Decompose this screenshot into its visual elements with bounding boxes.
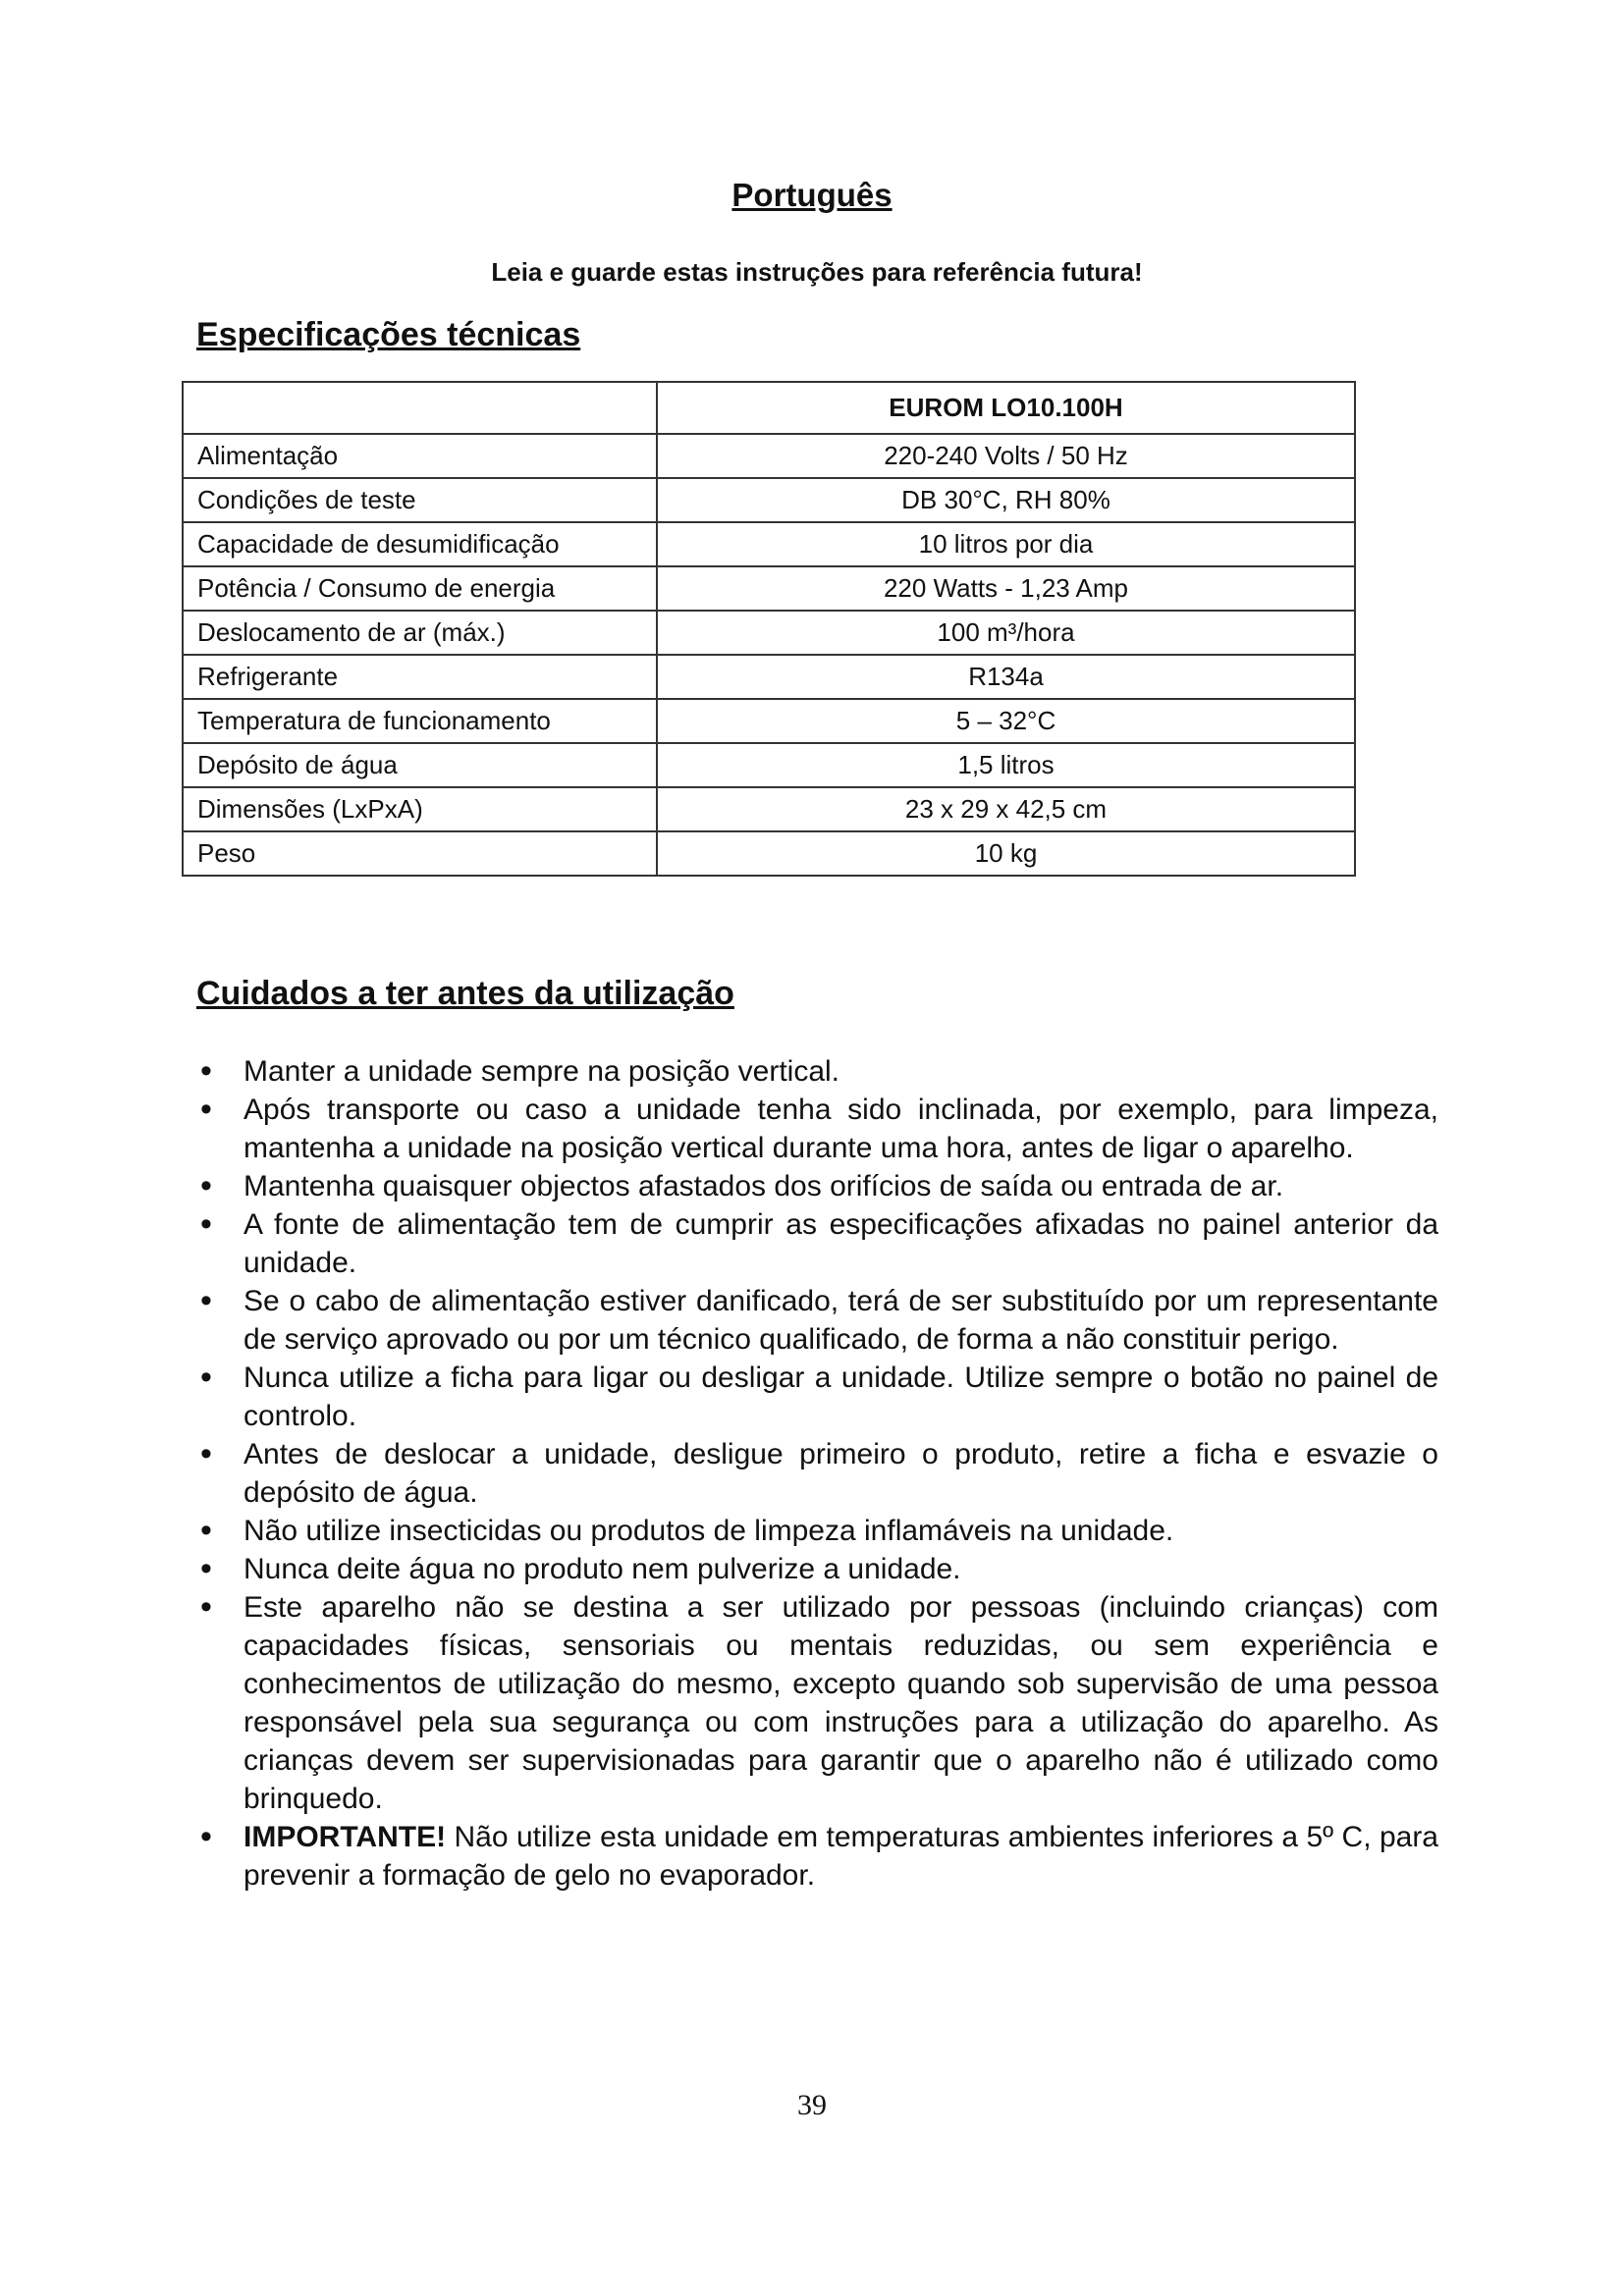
spec-label: Refrigerante [183, 655, 657, 699]
spec-value: R134a [657, 655, 1355, 699]
list-item: • Se o cabo de alimentação estiver danificado, terá de ser substituído por um representante de serviço aprovado ou por um técnico qualificado, de forma a não constituir perigo. [196, 1282, 1438, 1359]
specs-header-row [183, 382, 1355, 434]
spec-label: Alimentação [183, 434, 657, 478]
spec-label: Peso [183, 831, 657, 876]
important-label: IMPORTANTE! [244, 1821, 447, 1853]
table-row [183, 699, 1355, 743]
spec-label: Condições de teste [183, 478, 657, 522]
spec-label: Deslocamento de ar (máx.) [183, 611, 657, 655]
table-row [183, 478, 1355, 522]
table-row [183, 743, 1355, 787]
list-item: • Nunca utilize a ficha para ligar ou desligar a unidade. Utilize sempre o botão no painel de controlo. [196, 1359, 1438, 1435]
specs-table [182, 381, 1356, 877]
table-row [183, 831, 1355, 876]
spec-label: Potência / Consumo de energia [183, 566, 657, 611]
specs-heading: Especificações técnicas [196, 316, 581, 353]
care-list [196, 1052, 1438, 1895]
spec-value: 220-240 Volts / 50 Hz [657, 434, 1355, 478]
list-item: • Manter a unidade sempre na posição vertical. [196, 1052, 1438, 1091]
list-item: • Nunca deite água no produto nem pulverize a unidade. [196, 1550, 1438, 1588]
spec-label: Depósito de água [183, 743, 657, 787]
list-item: • Não utilize insecticidas ou produtos de limpeza inflamáveis na unidade. [196, 1512, 1438, 1550]
table-row [183, 655, 1355, 699]
language-title: Português [731, 177, 893, 213]
list-item: • Mantenha quaisquer objectos afastados dos orifícios de saída ou entrada de ar. [196, 1167, 1438, 1205]
spec-value: 100 m³/hora [657, 611, 1355, 655]
list-item: • A fonte de alimentação tem de cumprir as especificações afixadas no painel anterior da unidade. [196, 1205, 1438, 1282]
important-text: Não utilize esta unidade em temperaturas ambientes inferiores a 5º C, para prevenir a formação de gelo no evaporador. [244, 1821, 1438, 1892]
care-heading: Cuidados a ter antes da utilização [196, 975, 734, 1012]
spec-label: Capacidade de desumidificação [183, 522, 657, 566]
instructions-subtitle: Leia e guarde estas instruções para referência futura! [491, 257, 1143, 287]
spec-label: Dimensões (LxPxA) [183, 787, 657, 831]
list-item: • Após transporte ou caso a unidade tenha sido inclinada, por exemplo, para limpeza, mantenha a unidade na posição vertical durante uma hora, antes de ligar o aparelho. [196, 1091, 1438, 1167]
page-number: 39 [797, 2089, 827, 2121]
table-row [183, 787, 1355, 831]
spec-value: 1,5 litros [657, 743, 1355, 787]
table-row [183, 611, 1355, 655]
spec-value: 5 – 32°C [657, 699, 1355, 743]
spec-value: 220 Watts - 1,23 Amp [657, 566, 1355, 611]
specs-header-blank [183, 382, 657, 434]
table-row [183, 522, 1355, 566]
list-item: • Este aparelho não se destina a ser utilizado por pessoas (incluindo crianças) com capacidades físicas, sensoriais ou mentais reduzidas, ou sem experiência e conhecimentos de utilização do mesmo, excepto quando sob supervisão de uma pessoa responsável pela sua segurança ou com instruções para a utilização do aparelho. As crianças devem ser supervisionadas para garantir que o aparelho não é utilizado como brinquedo. [196, 1588, 1438, 1818]
spec-value: 10 litros por dia [657, 522, 1355, 566]
list-item: • Antes de deslocar a unidade, desligue primeiro o produto, retire a ficha e esvazie o depósito de água. [196, 1435, 1438, 1512]
model-name: EUROM LO10.100H [657, 382, 1355, 434]
spec-value: DB 30°C, RH 80% [657, 478, 1355, 522]
spec-value: 23 x 29 x 42,5 cm [657, 787, 1355, 831]
table-row [183, 566, 1355, 611]
table-row [183, 434, 1355, 478]
list-item-important [196, 1818, 1438, 1895]
spec-value: 10 kg [657, 831, 1355, 876]
spec-label: Temperatura de funcionamento [183, 699, 657, 743]
